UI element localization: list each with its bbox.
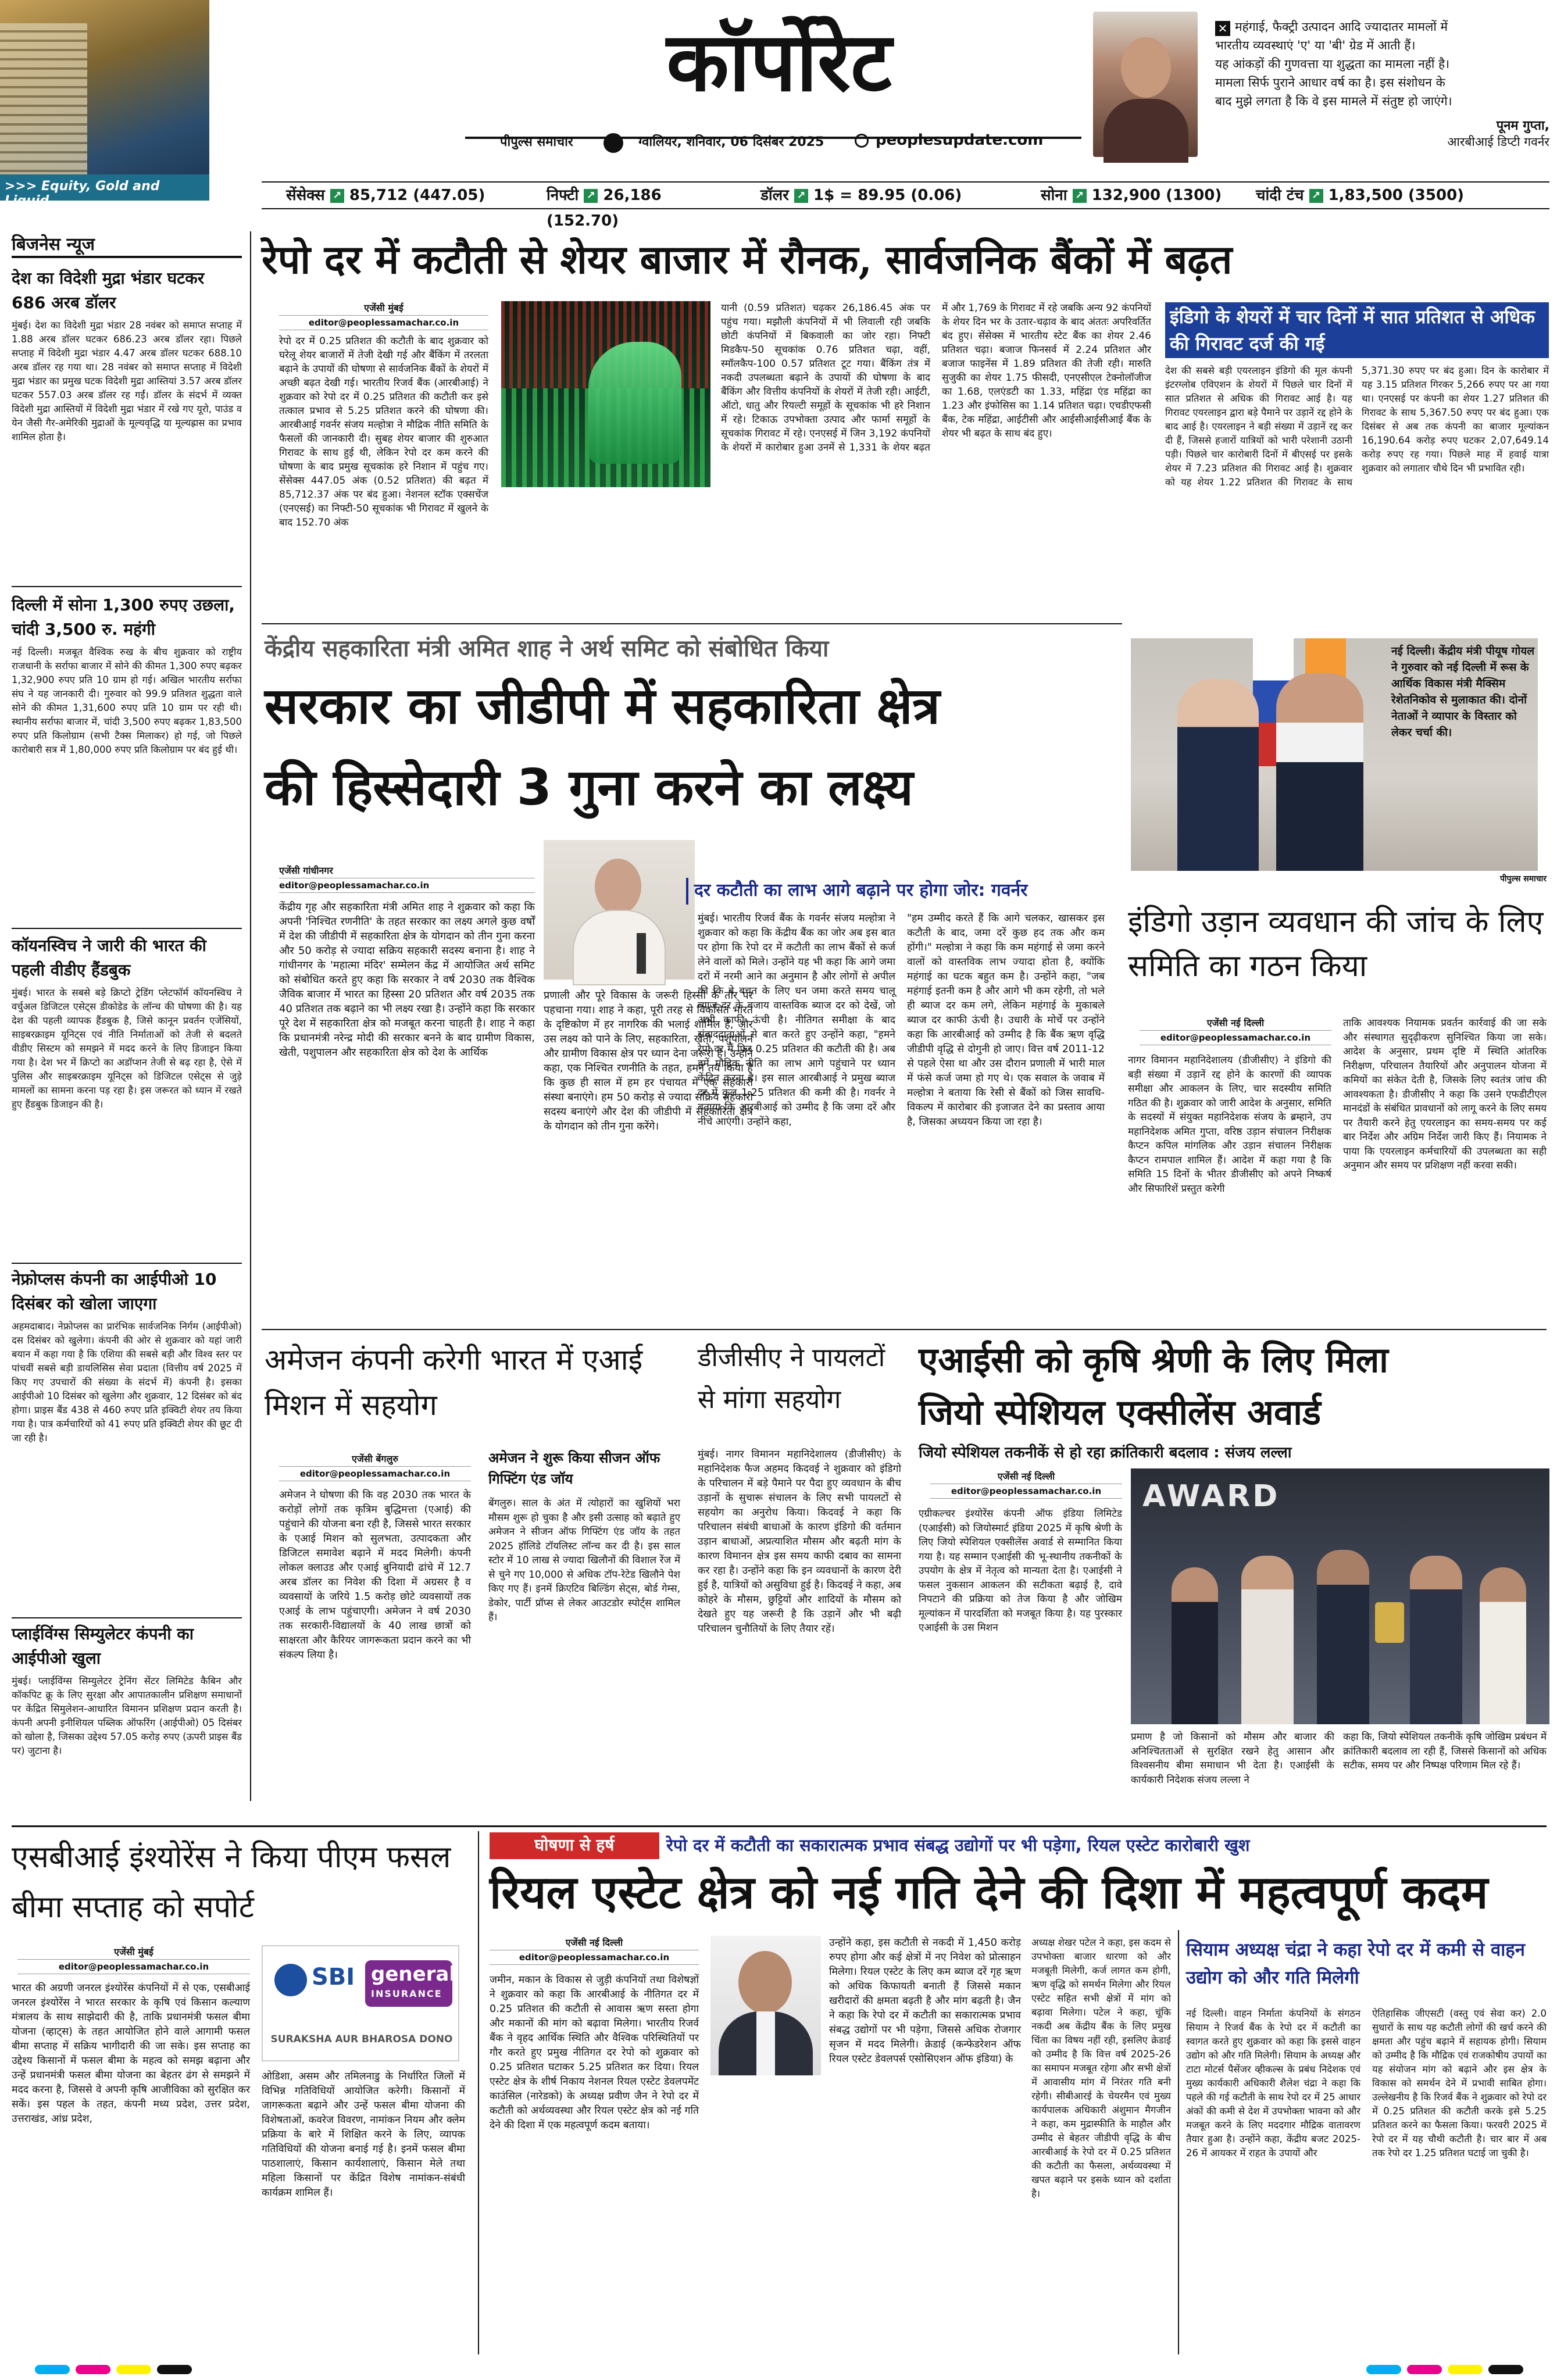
realestate-col2: उन्होंने कहा, इस कटौती से नकदी में 1,450 करोड़ रुपए होगा और कई क्षेत्रों में नए निवेश को प्रोत्साहन मिलेगा। रियल एस्टेट के लिए कम ब्याज दरें गृह ऋण को अधिक किफायती बनाती हैं जिससे मकान खरीदारों की क्षमता बढ़ती है और मांग बढ़ती है। जैन ने कहा कि रेपो दर में कटौती का सकारात्मक प्रभाव संबद्ध उद्योगों पर भी पड़ेगा, जिससे अधिक रोजगार सृजन में मदद मिलेगी। क्रेडाई (कन्फेडरेशन ऑफ रियल एस्टेट डेवलपर्स एसोसिएशन ऑफ इंडिया) के bbox=[829, 1937, 1021, 2065]
person-4 bbox=[1410, 1556, 1462, 1724]
masthead-title: कॉर्पोरेट bbox=[666, 15, 892, 110]
aic-col2: प्रमाण है जो किसानों को मौसम और बाजार की अनिश्चितताओं से सुरक्षित रखने हेतु आसान और विश्वसनीय बीमा समाधान भी देता है। एआईसी के कार्यकारी निदेशक संजय लल्ला ने bbox=[1131, 1731, 1334, 1786]
ticker-nifty-value: 26,186 (152.70) bbox=[547, 187, 662, 230]
realestate-kicker: रेपो दर में कटौती का सकारात्मक प्रभाव संबद्ध उद्योगों पर भी पड़ेगा, रियल एस्टेट कारोबारी खुश bbox=[666, 1835, 1250, 1855]
sidebar-story-body: नई दिल्ली। मजबूत वैश्विक रुख के बीच शुक्रवार को राष्ट्रीय राजधानी के सर्राफा बाजार में सोने की कीमत 1,300 रुपए बढ़कर 1,32,900 रुपए प्रति 10 ग्राम हो गई। अखिल भारतीय सर्राफा संघ ने यह जानकारी दी। गुरुवार को 99.9 प्रतिशत शुद्धता वाले सोने की कीमत 1,31,600 रुपए प्रति 10 ग्राम पर रही थी। स्थानीय सर्राफा बाजार में, चांदी 3,500 रुपए बढ़कर 1,83,500 रुपए प्रति किलोग्राम (सभी टैक्स मिलाकर) हो गई, जो पिछले कारोबारी सत्र में 1,80,000 रुपए प्रति किलोग्राम पर बंद हुई थी। bbox=[12, 646, 242, 755]
award-trophy bbox=[1375, 1602, 1404, 1643]
bull-figure bbox=[588, 342, 681, 464]
realestate-agency: एजेंसी नई दिल्ली bbox=[565, 1937, 623, 1948]
up-arrow-icon: ↗ bbox=[1073, 189, 1087, 203]
divider bbox=[12, 586, 242, 587]
person-2 bbox=[1241, 1556, 1294, 1724]
bse-building-shape bbox=[0, 23, 87, 198]
rate-benefit-col1: मुंबई। भारतीय रिजर्व बैंक के गवर्नर संजय मल्होत्रा ने शुक्रवार को कहा कि केंद्रीय बैंक का जोर अब इस बात पर होगा कि रेपो दर में कटौती का लाभ बैंकों से कर्ज लेने वालों को मिले। उन्होंने यह भी कहा कि आगे जमा दरों में नरमी आने का अनुमान है और लोगों से अपील की कि वे बचत के लिए धन जमा करते समय चालू ब्याज दर के बजाय वास्तविक ब्याज दर को देखें, जो अभी काफी ऊंची है। नीतिगत समीक्षा के बाद संवाददाताओं से बात करते हुए उन्होंने कहा, "हमने रेपो दर में फिर 0.25 प्रतिशत की कटौती की है। अब हमें मौद्रिक नीति का लाभ आगे पहुंचाने पर ध्यान केंद्रित करना है। इस साल आरबीआई ने प्रमुख ब्याज दर में कुल 1.25 प्रतिशत की कमी की है। गवर्नर ने बताया कि आरबीआई को उम्मीद है कि जमा दरें और नीचे आएंगी। उन्होंने कहा, bbox=[698, 913, 895, 1128]
quote-line-3: यह आंकड़ों की गुणवत्ता या शुद्धता का मामला नहीं है। bbox=[1215, 57, 1450, 71]
ticker-dollar-label: डॉलर bbox=[760, 187, 789, 204]
portrait-body bbox=[1104, 99, 1188, 163]
indigo-fall-box bbox=[1165, 302, 1549, 593]
realestate-email: editor@peoplessamachar.co.in bbox=[490, 1950, 699, 1965]
lead-email: editor@peoplessamachar.co.in bbox=[279, 315, 488, 330]
sbi-logo-tagline: SURAKSHA AUR BHAROSA DONO bbox=[270, 2034, 453, 2045]
up-arrow-icon: ↗ bbox=[1309, 189, 1323, 203]
amazon-body: अमेजन ने घोषणा की कि वह 2030 तक भारत के करोड़ों लोगों तक कृत्रिम बुद्धिमत्ता (एआई) की पहुंचाने की योजना बना रही है, जिससे भारत सरकार के एआई मिशन को सुलभता, उत्पादकता और डिजिटल समावेश बढ़ाने में मदद मिलेगी। कंपनी लोकल क्लाउड और एआई बुनियादी ढांचे में 12.7 अरब डॉलर का निवेश की दिशा में अग्रसर है व व्यवसायों के जरिये 1.5 करोड़ छोटे व्यवसायों तक एआई के लाभ पहुंचाएगी। अमेजन ने वर्ष 2030 तक सरकारी-विद्यालयों के 40 लाख छात्रों को साक्षरता और कैरियर जागरूकता प्रदान करने का भी संकल्प लिया है। bbox=[279, 1489, 471, 1661]
indigo-fall-headline: इंडिगो के शेयरों में चार दिनों में सात प्रतिशत से अधिक की गिरावट दर्ज की गई bbox=[1165, 302, 1549, 358]
sbi-logo bbox=[262, 1945, 459, 2061]
divider bbox=[12, 1825, 1547, 1827]
indigo-probe-headline: इंडिगो उड़ान व्यवधान की जांच के लिए समिति का गठन किया bbox=[1128, 905, 1544, 984]
ticker-dollar bbox=[760, 183, 1022, 208]
divider bbox=[12, 1263, 242, 1264]
sidebar-story-headline: नेफ्रोप्लस कंपनी का आईपीओ 10 दिसंबर को खोला जाएगा bbox=[12, 1270, 217, 1313]
quote-line-4: मामला सिर्फ पुराने आधार वर्ष का है। इस संशोधन के bbox=[1215, 76, 1445, 90]
divider bbox=[12, 928, 242, 929]
ticker-gold bbox=[1041, 183, 1238, 208]
amazon-agency: एजेंसी बेंगलुरु bbox=[352, 1453, 398, 1464]
aic-col3: कहा कि, जियो स्पेशियल तकनीकें कृषि जोखिम प्रबंधन में क्रांतिकारी बदलाव ला रही हैं, जिससे किसानों को अधिक सटीक, समय पर और निष्पक्ष परिणाम मिल रहे हैं। bbox=[1343, 1731, 1547, 1771]
realestate-headline: रियल एस्टेट क्षेत्र को नई गति देने की दिशा में महत्वपूर्ण कदम bbox=[490, 1867, 1488, 1919]
dgca-headline: डीजीसीए ने पायलटों से मांगा सहयोग bbox=[698, 1343, 885, 1414]
amazon-email: editor@peoplessamachar.co.in bbox=[279, 1466, 471, 1481]
sbi-col1: भारत की अग्रणी जनरल इंश्योरेंस कंपनियों में से एक, एसबीआई जनरल इंश्योरेंस ने भारत सरकार के कृषि एवं किसान कल्याण मंत्रालय के साथ साझेदारी की है, ताकि प्रधानमंत्री फसल बीमा योजना (व्हाट्स) के तहत आयोजित होने वाले आगामी फसल बीमा सप्ताह में सक्रिय भागीदारी की जा सके। इस सप्ताह का उद्देश्य किसानों में फसल बीमा के महत्व को समझ बढ़ाना और उन्हें प्रधानमंत्री फसल बीमा योजना का बेहतर ढंग से समझने में मदद करना है, जिससे वे अपनी कृषि आजीविका को सुरक्षित कर सकें। इस पहल के तहत, कंपनी मध्य प्रदेश, उत्तर प्रदेश, उत्तराखंड, आंध्र प्रदेश, bbox=[12, 1982, 250, 2125]
ticker-sensex bbox=[286, 183, 507, 208]
speaker-body bbox=[573, 910, 666, 985]
sbi-agency: एजेंसी मुंबई bbox=[114, 1946, 153, 1957]
ticker-gold-value: 132,900 (1300) bbox=[1091, 187, 1222, 204]
market-chart-photo bbox=[501, 301, 710, 487]
aic-agency: एजेंसी नई दिल्ली bbox=[997, 1471, 1055, 1482]
minister-left bbox=[1177, 679, 1259, 871]
sbi-email: editor@peoplessamachar.co.in bbox=[17, 1959, 250, 1974]
realestate-col3: अध्यक्ष शेखर पटेल ने कहा, इस कदम से उपभोक्ता बाजार धारणा को और मजबूती मिलेगी, कर्ज लागत कम होगी, ऋण वृद्धि को समर्थन मिलेगा और रियल एस्टेट सहित सभी क्षेत्रों में मांग को बढ़ावा मिलेगा। पटेल ने कहा, चूंकि नकदी अब केंद्रीय बैंक के लिए प्रमुख चिंता का विषय नहीं रही, इसलिए क्रेडाई को उम्मीद है कि वित्त वर्ष 2025-26 का समापन मजबूत रहेगा और सभी क्षेत्रों में आवासीय मांग में निरंतर गति बनी रहेगी। सीबीआरई के चेयरमैन एवं मुख्य कार्यपालक अधिकारी अंशुमान मैगजीन ने कहा, कम मुद्रास्फीति के माहौल और उम्मीद से बेहतर जीडीपी वृद्धि के बीच आरबीआई के रेपो दर में 0.25 प्रतिशत की कटौती का फैसला, अर्थव्यवस्था में खपत बढ़ाने पर इसके ध्यान को दर्शाता है। bbox=[1031, 1937, 1171, 2199]
indigo-probe-agency: एजेंसी नई दिल्ली bbox=[1206, 1017, 1265, 1028]
sidebar-story-body: अहमदाबाद। नेफ्रोप्लस का प्रारंभिक सार्वजनिक निर्गम (आईपीओ) दस दिसंबर को खुलेगा। कंपनी की ओर से शुक्रवार को यहां जारी बयान में कहा गया है कि एशिया की सबसे बड़ी और विश्व स्तर पर पांचवीं सबसे बड़ी डायलिसिस सेवा प्रदाता (वित्तीय वर्ष 2025 में किए गए उपचारों की संख्या के संदर्भ में) कंपनी है। इसका आईपीओ 10 दिसंबर को खुलेगा और शुक्रवार, 12 दिसंबर को बंद होगा। प्राइस बैंड 438 से 460 रुपए प्रति इक्विटी शेयर तय किया गया है। पात्र कर्मचारियों को 41 रुपए प्रति इक्विटी शेयर की छूट दी जा रही है। bbox=[12, 1321, 242, 1443]
reg-mark-cyan bbox=[35, 2365, 70, 2374]
coop-email: editor@peoplessamachar.co.in bbox=[279, 878, 535, 893]
sidebar-story-headline: दिल्ली में सोना 1,300 रुपए उछला, चांदी 3,500 रु. महंगी bbox=[12, 595, 235, 639]
portrait-head bbox=[738, 1951, 792, 2014]
dgca-body: मुंबई। नागर विमानन महानिदेशालय (डीजीसीए) के महानिदेशक फैज अहमद किदवई ने शुक्रवार को इंडिगो के परिचालन में बड़े पैमाने पर पैदा हुए व्यवधान के बीच उड़ानों के सुचारू संचालन के लिए सभी पायलटों से सहयोग का अनुरोध किया। किदवई ने कहा कि परिचालन संबंधी बाधाओं के कारण इंडिगो की वर्तमान उड़ान बाधाओं, अप्रत्याशित मौसम और बढ़ती मांग के कारण विमानन क्षेत्र इस समय काफी दबाव का सामना कर रहा है। उन्होंने कहा कि इन व्यवधानों के कारण देरी हुई है, यात्रियों को असुविधा हुई है। किदवई ने कहा, अब कोहरे के मौसम, छुट्टियों और शादियों के मौसम को देखते हुए यह जरूरी है कि उड़ानें और भी बढ़ी परिचालन चुनौतियों के लिए तैयार रहें। bbox=[698, 1449, 901, 1635]
lead-headline: रेपो दर में कटौती से शेयर बाजार में रौनक, सार्वजनिक बैंकों में बढ़त bbox=[262, 237, 1233, 283]
quote-line-1: महंगाई, फैक्ट्री उत्पादन आदि ज्यादातर मामलों में bbox=[1235, 20, 1448, 34]
masthead-publisher: पीपुल्स समाचार bbox=[500, 135, 573, 149]
lead-col2: यानी (0.59 प्रतिशत) चढ़कर 26,186.45 अंक पर पहुंच गया। मझौली कंपनियों में भी लिवाली रही जबकि छोटी कंपनियों में बिकवाली का जोर रहा। निफ्टी मिडकैप-50 सूचकांक 0.76 प्रतिशत चढ़ा, वहीं, स्मॉलकैप-100 0.57 प्रतिशत टूट गया। बैंकिंग तंत्र में नकदी उपलब्धता बढ़ाने के उपायों की घोषणा के बाद बैंकिंग और वित्तीय कंपनियों के शेयरों में तेजी रही। आईटी, ऑटो, धातु और रियल्टी समूहों के सूचकांक भी हरे निशान में रहे। टिकाऊ उपभोक्ता उत्पाद और फार्मा समूहों के सूचकांक गिरावट में रहे। एनएसई में जिन 3,192 कंपनियों के शेयरों में कारोबार हुआ उनमें से 1,331 के शेयर बढ़त में और 1,769 के गिरावट में रहे जबकि अन्य 92 कंपनियों के शेयर दिन भर के उतार-चढ़ाव के बाद अंततः अपरिवर्तित बंद हुए। सेंसेक्स में भारतीय स्टेट बैंक का शेयर 2.46 प्रतिशत चढ़ा। बजाज फिनसर्व में 2.24 प्रतिशत और बजाज फाइनेंस में 1.89 प्रतिशत की तेजी रही। मारुति सुजुकी का शेयर 1.75 फीसदी, एनएसीएल टेक्नोलॉजीज का 1.68, एलएंडटी का 1.33, महिंद्रा एंड महिंद्रा का 1.23 और इंफोसिस का 1.14 प्रतिशत चढ़ा। एचडीएफसी बैंक, टेक महिंद्रा, आईटीसी और आईसीआईसीआई बैंक के शेयर भी बढ़त के साथ बंद हुए। bbox=[721, 302, 1151, 453]
coop-col2: प्रणाली और पूरे विकास के जरूरी हिस्सों के तौर पर पहचाना गया। शाह ने कहा, पूरी तरह से विकसित भारत के दृष्टिकोण में हर नागरिक की भलाई शामिल है, और उस लक्ष्य को पाने के लिए, सहकारिता, खेती, पशुपालन और ग्रामीण विकास क्षेत्र पर ध्यान देना जरूरी है। उन्होंने कहा, एक निश्चित रणनीति के तहत, हमने तय किया है कि कुछ ही साल में हम हर पंचायत में एक सहकारी संस्था बनाएंगे। हम 50 करोड़ से ज्यादा सक्रिय सहकारी सदस्य बनाएंगे और देश की जीडीपी में सहकारिता क्षेत्र के योगदान को तीन गुना करेंगे। bbox=[544, 989, 753, 1132]
quote-line-5: बाद मुझे लगता है कि वे इस मामले में संतुष्ट हो जाएंगे। bbox=[1215, 94, 1452, 108]
divider bbox=[262, 1329, 1547, 1330]
registration-marks bbox=[35, 2365, 1523, 2375]
sbi-column-rule bbox=[478, 1831, 479, 2354]
quote-author-title: आरबीआई डिप्टी गवर्नर bbox=[1447, 135, 1549, 149]
ticker-dollar-value: 1$ = 89.95 (0.06) bbox=[813, 187, 962, 204]
lead-agency: एजेंसी मुंबई bbox=[364, 302, 403, 313]
ticker-sensex-value: 85,712 (447.05) bbox=[349, 187, 485, 204]
amazon-headline: अमेजन कंपनी करेगी भारत में एआई मिशन में सहयोग bbox=[265, 1343, 643, 1422]
ticker-bar bbox=[262, 181, 1549, 230]
quote-portrait bbox=[1093, 12, 1198, 157]
coop-agency: एजेंसी गांधीनगर bbox=[279, 865, 333, 876]
portrait-head bbox=[1121, 37, 1171, 98]
goyal-caption-text: नई दिल्ली। केंद्रीय मंत्री पीयूष गोयल ने गुरुवार को नई दिल्ली में रूस के आर्थिक विकास मंत्री मैक्सिम रेशेतनिकोव से मुलाकात की। दोनों नेताओं ने व्यापार के विस्तार को लेकर चर्चा की। bbox=[1391, 645, 1535, 739]
rate-benefit-col2: "हम उम्मीद करते हैं कि आगे चलकर, खासकर इस कटौती के बाद, जमा दरें कुछ हद तक और कम होंगी।" मल्होत्रा ने कहा कि कम महंगाई से जमा करने वालों को वास्तविक लाभ ज्यादा होता है, क्योंकि महंगाई का घटक बहुत कम है। उन्होंने कहा, "जब महंगाई इतनी कम है और आगे भी कम रहेगी, तो भले ही ब्याज दर कम लगे, लेकिन महंगाई के मुकाबले ब्याज दर काफी ऊंची है। उधारी के मोर्चे पर उन्होंने कहा कि आरबीआई को उम्मीद है कि बैंक ऋण वृद्धि जीडीपी वृद्धि से दोगुनी हो जाए। वित्त वर्ष 2011-12 से पहले ऐसा था और उस दौरान प्रणाली में भारी माल में फंसे कर्ज जमा हो गए थे। एक सवाल के जवाब में मल्होत्रा ने बताया कि रेसी से बैंकों को जिस सावधि-विकल्प में कारोबार की इजाजत देने का प्रस्ताव आया है, जिसका अध्ययन किया जा रहा है। bbox=[907, 913, 1105, 1128]
person-3 bbox=[1317, 1550, 1369, 1724]
indigo-probe-col2: ताकि आवश्यक नियामक प्रवर्तन कार्रवाई की जा सके और संस्थागत सुदृढ़ीकरण सुनिश्चित किया जा सके। आदेश के अनुसार, प्रथम दृष्टि में स्थिति आंतरिक निरीक्षण, परिचालन तैयारियों और अनुपालन योजना में कमियों का संकेत देती है, जिसके लिए स्वतंत्र जांच की आवश्यकता है। डीजीसीए ने कहा कि उसने एफडीटीएल मानदंडों के संबंधित प्रावधानों को लागू करने के लिए समय पर तैयारी करने हेतु एयरलाइन का समय-समय पर कई बार निर्देश और अग्रिम निर्देश जारी किए हैं। नियामक ने पाया कि एयरलाइन कर्मचारियों की उपलब्धता का सही अनुमान और समय पर प्रशिक्षण नहीं करवा सकी। bbox=[1343, 1017, 1547, 1171]
ticker-nifty-label: निफ्टी bbox=[547, 187, 579, 204]
ticker-silver-value: 1,83,500 (3500) bbox=[1328, 187, 1465, 204]
banner-caption: >>> Equity, Gold and Liquid bbox=[5, 179, 160, 208]
realestate-col1: जमीन, मकान के विकास से जुड़ी कंपनियों तथा विशेषज्ञों ने शुक्रवार को कहा कि आरबीआई के नीतिगत दर में 0.25 प्रतिशत की कटौती से आवास ऋण सस्ता होगा और मकानों की मांग को बढ़ावा मिलेगा। भारतीय रिजर्व बैंक ने वृहद आर्थिक स्थिति और वैश्विक परिस्थितियों पर गौर करते हुए प्रमुख नीतिगत दर रेपो को शुक्रवार को 0.25 प्रतिशत घटाकर 5.25 प्रतिशत कर दिया। रियल एस्टेट क्षेत्र के शीर्ष निकाय नेशनल रियल एस्टेट डेवलपमेंट काउंसिल (नारेडको) के अध्यक्ष प्रवीण जैन ने रेपो दर में कटौती को अर्थव्यवस्था और रियल एस्टेट क्षेत्र को नई गति देने की दिशा में एक महत्वपूर्ण कदम बताया। bbox=[490, 1974, 699, 2131]
siam-col1: नई दिल्ली। वाहन निर्माता कंपनियों के संगठन सियाम ने रिजर्व बैंक के रेपो दर में कटौती का स्वागत करते हुए शुक्रवार को कहा कि इससे वाहन उद्योग को और गति मिलेगी। सियाम के अध्यक्ष और टाटा मोटर्स पैसेंजर व्हीकल्स के प्रबंध निदेशक एवं मुख्य कार्यकारी अधिकारी शैलेश चंद्रा ने कहा कि पहले की गई कटौती के साथ रेपो दर में 25 आधार अंकों की कमी से देश में उपभोक्ता भावना को और मजबूत करने के लिए मददगार मौद्रिक वातावरण तैयार हुआ है। उन्होंने कहा, केंद्रीय बजट 2025-26 में आयकर में राहत के उपायों और bbox=[1186, 2008, 1360, 2159]
aic-headline-1: एआईसी को कृषि श्रेणी के लिए मिला bbox=[919, 1340, 1388, 1381]
realestate-tag: घोषणा से हर्ष bbox=[490, 1832, 659, 1859]
amit-shah-photo bbox=[544, 840, 695, 980]
aic-award-photo bbox=[1131, 1468, 1549, 1724]
masthead-banner-photo bbox=[0, 0, 209, 208]
podium-mic bbox=[637, 933, 646, 974]
reg-mark-yellow bbox=[116, 2365, 151, 2374]
sidebar-story-body: मुंबई। देश का विदेशी मुद्रा भंडार 28 नवंबर को समाप्त सप्ताह में 1.88 अरब डॉलर घटकर 686.23 अरब डॉलर रहा। पिछले सप्ताह में विदेशी मुद्रा भंडार 4.47 अरब डॉलर घटकर 688.10 अरब डॉलर रह गया था। 28 नवंबर को समाप्त सप्ताह में विदेशी मुद्रा भंडार का प्रमुख घटक विदेशी मुद्रा आस्तियां 3.57 अरब डॉलर घटकर 557.03 अरब डॉलर रह गईं। डॉलर के संदर्भ में व्यक्त विदेशी मुद्रा आस्तियों में विदेशी मुद्रा भंडार में रखे गए यूरो, पाउंड व येन जैसी गैर-अमेरिकी मुद्राओं के मूल्यवृद्धि या मूल्यह्रास का प्रभाव शामिल होता है। bbox=[12, 320, 242, 442]
aic-email: editor@peoplessamachar.co.in bbox=[930, 1484, 1122, 1499]
quote-author: पूनम गुप्ता, bbox=[1496, 119, 1549, 133]
realestate-portrait bbox=[710, 1936, 821, 2075]
sidebar-story-headline: प्लाईविंग्स सिम्युलेटर कंपनी का आईपीओ खुला bbox=[12, 1624, 194, 1668]
person-5 bbox=[1480, 1567, 1526, 1724]
sbi-col2: ओडिशा, असम और तमिलनाडु के निर्धारित जिलों में विभिन्न गतिविधियों आयोजित करेगी। किसानों में जागरूकता बढ़ाने और उन्हें फसल बीमा योजना की विशेषताओं, कवरेज विवरण, नामांकन नियम और क्लेम प्रक्रिया के बारे में शिक्षित करने के लिए, व्यापक गतिविधियों की योजना बनाई गई है। इनमें फसल बीमा पाठशालाएं, किसान कार्यशालाएं, किसान मेले तथा महिला किसानों पर केंद्रित विशेष नामांकन-संबंधी कार्यक्रम शामिल हैं। bbox=[262, 2071, 465, 2199]
sbi-logo-sub: INSURANCE bbox=[371, 1988, 442, 1999]
up-arrow-icon: ↗ bbox=[794, 189, 808, 203]
sbi-logo-word: general bbox=[371, 1963, 456, 1986]
sidebar-section-label: बिजनेस न्यूज bbox=[12, 231, 242, 258]
ticker-silver bbox=[1256, 183, 1535, 208]
reg-mark-cyan bbox=[1366, 2365, 1401, 2374]
aic-headline-2: जियो स्पेशियल एक्सीलेंस अवार्ड bbox=[919, 1392, 1322, 1433]
goyal-caption bbox=[1387, 638, 1538, 871]
ticker-silver-label: चांदी टंच bbox=[1256, 187, 1304, 204]
reg-mark-magenta bbox=[1407, 2365, 1442, 2374]
divider bbox=[12, 1617, 242, 1618]
indigo-probe-email: editor@peoplessamachar.co.in bbox=[1140, 1030, 1331, 1045]
indigo-probe-col1: नागर विमानन महानिदेशालय (डीजीसीए) ने इंडिगो की बड़ी संख्या में उड़ानें रद्द होने के कारणों की व्यापक समीक्षा और आकलन के लिए, चार सदस्यीय समिति गठित की है। शुक्रवार को जारी आदेश के अनुसार, समिति के सदस्यों में संयुक्त महानिदेशक संजय के ब्रम्हाने, उप महानिदेशक अमित गुप्ता, वरिष्ठ उड़ान संचालन निरीक्षक कैप्टन कपिल मांगलिक और उड़ान संचालन निरीक्षक कैप्टन रामपाल शामिल हैं। आदेश में कहा गया है कि समिति 15 दिनों के भीतर डीजीसीए को अपने निष्कर्ष और सिफारिशें प्रस्तुत करेगी bbox=[1128, 1055, 1331, 1195]
amazon-sub-headline: अमेजन ने शुरू किया सीजन ऑफ गिफ्टिंग एंड जॉय bbox=[488, 1450, 660, 1487]
indigo-fall-body: देश की सबसे बड़ी एयरलाइन इंडिगो की मूल कंपनी इंटरग्लोब एविएशन के शेयरों में पिछले चार दिनों में सात प्रतिशत से अधिक की गिरावट आई है। यह गिरावट एयरलाइन द्वारा बड़े पैमाने पर उड़ानें रद्द होने के बाद आई है। एयरलाइन ने बड़ी संख्या में उड़ानें रद्द कर दी हैं, जिससे हजारों यात्रियों को भारी परेशानी उठानी पड़ी। पिछले चार कारोबारी दिनों में बीएसई पर इसके शेयर में 7.23 प्रतिशत की गिरावट आई है। शुक्रवार को यह शेयर 1.22 प्रतिशत की गिरावट के साथ 5,371.30 रुपए पर बंद हुआ। दिन के कारोबार में यह 3.15 प्रतिशत गिरकर 5,266 रुपए पर आ गया था। एनएसई पर कंपनी का शेयर 1.27 प्रतिशत की गिरावट के साथ 5,367.50 रुपए पर बंद हुआ। एक दिसंबर से अब तक कंपनी का बाजार मूल्यांकन 16,190.64 करोड़ रुपए घटकर 2,07,649.14 करोड़ रुपए रह गया। पिछले माह में हवाई यात्रा शुक्रवार को लगातार चौथे दिन भी प्रभावित रही। bbox=[1165, 365, 1549, 488]
minister-right bbox=[1276, 673, 1363, 871]
up-arrow-icon: ↗ bbox=[330, 189, 344, 203]
person-1 bbox=[1172, 1567, 1218, 1724]
aic-photo-label: AWARD bbox=[1142, 1479, 1280, 1514]
rate-benefit-headline: दर कटौती का लाभ आगे बढ़ाने पर होगा जोर: गवर्नर bbox=[686, 878, 1105, 905]
masthead-dot bbox=[603, 133, 623, 153]
sidebar-story-headline: देश का विदेशी मुद्रा भंडार घटकर 686 अरब डॉलर bbox=[12, 269, 205, 312]
ticker-sensex-label: सेंसेक्स bbox=[286, 187, 325, 204]
coop-col1: केंद्रीय गृह और सहकारिता मंत्री अमित शाह ने शुक्रवार को कहा कि अपनी 'निश्चित रणनीति' के तहत सरकार का लक्ष्य अगले कुछ वर्षों में देश की जीडीपी में सहकारिता क्षेत्र के योगदान को तीन गुना करना और 50 करोड़ से ज्यादा सक्रिय सहकारी सदस्य बनाना है। शाह ने गांधीनगर के 'महात्मा मंदिर' सम्मेलन केंद्र में आयोजित अर्थ समिट को संबोधित करते हुए कहा कि सरकार ने वर्ष 2030 तक वैश्विक जैविक बाजार में भारत का हिस्सा 20 प्रतिशत और वर्ष 2035 तक 40 प्रतिशत तक बढ़ाने का भी लक्ष्य रखा है। उन्होंने कहा कि सरकार पूरे देश में सहकारिता क्षेत्र को मजबूत करना चाहती है। शाह ने कहा कि प्रधानमंत्री नरेन्द्र मोदी की सरकार बनने के बाद ग्रामीण विकास, खेती, पशुपालन और सहकारिता क्षेत्र को देश के आर्थिक bbox=[279, 901, 535, 1059]
amazon-sub-body: बेंगलुरु। साल के अंत में त्योहारों का खुशियों भरा मौसम शुरू हो चुका है और इसी उत्साह को बढ़ाते हुए अमेजन ने सीजन ऑफ गिफ्टिंग एंड जॉय के तहत 2025 हॉलिडे टॉयलिस्ट लॉन्च कर दी है। इस साल स्टोर में 10 लाख से ज्यादा खिलौनों की विशाल रेंज में से चुने गए 10,000 से अधिक टॉप-रेटेड खिलौने पेश किए गए हैं। इनमें क्रिएटिव बिल्डिंग सेट्स, बोर्ड गेम्स, डेकोर, पार्टी प्रॉप्स से लेकर आउटडोर स्पोर्ट्स शामिल हैं। bbox=[488, 1498, 680, 1623]
siam-headline: सियाम अध्यक्ष चंद्रा ने कहा रेपो दर में कमी से वाहन उद्योग को और गति मिलेगी bbox=[1186, 1939, 1525, 1988]
up-arrow-icon: ↗ bbox=[584, 189, 598, 203]
goyal-photo bbox=[1131, 638, 1538, 871]
masthead-website[interactable]: peoplesupdate.com bbox=[876, 131, 1044, 149]
reg-mark-black bbox=[157, 2365, 192, 2374]
reg-mark-yellow bbox=[1448, 2365, 1483, 2374]
quote-x-icon: ✕ bbox=[1215, 21, 1230, 36]
lead-col1-top: रेपो दर में 0.25 प्रतिशत की कटौती के बाद शुक्रवार को घरेलू शेयर बाजारों में तेजी देखी गई और बैंकिंग में तरलता बढ़ाने के उपायों की घोषणा से सार्वजनिक बैंकों के शेयरों में अच्छी बढ़त देखी गई। भारतीय रिजर्व बैंक (आरबीआई) ने शुक्रवार को रेपो दर में 0.25 प्रतिशत की कटौती कर इसे तत्काल प्रभाव से 5.25 प्रतिशत करने की घोषणा की। आरबीआई गवर्नर संजय मल्होत्रा ने मौद्रिक नीति समिति के फैसलों की जानकारी दी। सुबह शेयर बाजार की शुरुआत गिरावट के साथ हुई थी, लेकिन रेपो दर कम करने की घोषणा के बाद प्रमुख सूचकांक हरे निशान में पहुंच गए। सेंसेक्स 447.05 अंक (0.52 प्रतिशत) की बढ़त में 85,712.37 अंक पर बंद हुआ। नेशनल स्टॉक एक्सचेंज (एनएसई) का निफ्टी-50 सूचकांक भी गिरावट में खुलने के बाद 152.70 अंक bbox=[279, 335, 488, 528]
sidebar-story-body: मुंबई। प्लाईविंग्स सिम्युलेटर ट्रेनिंग सेंटर लिमिटेड कैबिन और कॉकपिट क्रू के लिए सुरक्षा और आपातकालीन प्रशिक्षण समाधानों पर केंद्रित सिमुलेशन-आधारित विमानन प्रशिक्षण प्रदान करती है। कंपनी अपनी इनीशियल पब्लिक ऑफरिंग (आईपीओ) 05 दिसंबर को खोला है, जिसका उद्देश्य 57.05 करोड़ रुपए (ऊपरी प्राइस बैंड पर) जुटाना है। bbox=[12, 1675, 242, 1756]
reg-mark-magenta bbox=[76, 2365, 110, 2374]
sidebar-column-rule bbox=[250, 231, 251, 1801]
masthead-date: ग्वालियर, शनिवार, 06 दिसंबर 2025 bbox=[638, 135, 824, 149]
divider bbox=[262, 623, 1122, 624]
coop-kicker: केंद्रीय सहकारिता मंत्री अमित शाह ने अर्थ समिट को संबोधित किया bbox=[265, 635, 829, 662]
sbi-logo-brand: SBI bbox=[312, 1964, 355, 1991]
globe-icon bbox=[855, 134, 869, 148]
speaker-head bbox=[595, 859, 641, 914]
aic-kicker: जियो स्पेशियल तकनीकें से हो रहा क्रांतिकारी बदलाव : संजय लल्ला bbox=[919, 1444, 1292, 1461]
ticker-nifty bbox=[547, 183, 738, 230]
sbi-headline: एसबीआई इंश्योरेंस ने किया पीएम फसल बीमा सप्ताह को सपोर्ट bbox=[12, 1840, 451, 1925]
sidebar bbox=[12, 231, 242, 1813]
coop-headline-1: सरकार का जीडीपी में सहकारिता क्षेत्र bbox=[265, 677, 940, 735]
aic-col1: एग्रीकल्चर इंश्योरेंस कंपनी ऑफ इंडिया लिमिटेड (एआईसी) को जियोस्मार्ट इंडिया 2025 में कृषि श्रेणी के लिए जियो स्पेशियल एक्सीलेंस अवार्ड से सम्मानित किया गया है। यह सम्मान एआईसी की भू-स्थानीय तकनीकों के उपयोग के क्षेत्र में नेतृत्व को मान्यता देता है। एआईसी ने फसल नुकसान आकलन की सटीकता बढ़ाई है, दावे निपटाने की प्रक्रिया को तेज किया है और जोखिम मूल्यांकन में पारदर्शिता को मजबूत किया है। यह पुरस्कार एआईसी के उस मिशन bbox=[919, 1508, 1122, 1634]
divider bbox=[1178, 1930, 1179, 2354]
reg-mark-black bbox=[1488, 2365, 1523, 2374]
quote-box bbox=[1215, 17, 1549, 163]
sbi-logo-pill bbox=[365, 1960, 456, 2007]
quote-line-2: भारतीय व्यवस्थाएं 'ए' या 'बी' ग्रेड में आती हैं। bbox=[1215, 38, 1416, 52]
portrait-body bbox=[719, 2011, 813, 2075]
goyal-photo-credit: पीपुल्स समाचार bbox=[1499, 874, 1547, 884]
coop-headline-2: की हिस्सेदारी 3 गुना करने का लक्ष्य bbox=[265, 759, 913, 817]
sidebar-story-headline: कॉयनस्विच ने जारी की भारत की पहली वीडीए हैंडबुक bbox=[12, 936, 206, 980]
siam-col2: ऐतिहासिक जीएसटी (वस्तु एवं सेवा कर) 2.0 सुधारों के साथ यह कटौती लोगों की खर्च करने की क्षमता और पहुंच बढ़ाने में सहायक होगी। सियाम को उम्मीद है कि मौद्रिक एवं राजकोषीय उपायों का यह संयोजन मांग को बढ़ाने और इस क्षेत्र के विकास को समर्थन देने में प्रभावी साबित होगा। उल्लेखनीय है कि रिजर्व बैंक ने शुक्रवार को रेपो दर में 0.25 प्रतिशत की कटौती करके इसे 5.25 प्रतिशत करने का फैसला किया। फरवरी 2025 में रेपो दर में यह चौथी कटौती है। चार बार में अब तक रेपो दर 1.25 प्रतिशत घटाई जा चुकी है। bbox=[1372, 2008, 1547, 2159]
sidebar-story-body: मुंबई। भारत के सबसे बड़े क्रिप्टो ट्रेडिंग प्लेटफॉर्म कॉयनस्विच ने वर्चुअल डिजिटल एसेट्स डीकोडेड के लॉन्च की घोषणा की है। यह देश की पहली व्यापक हैंडबुक है, जिसे कानून प्रवर्तन एजेंसियों, साइबरक्राइम यूनिट्स एवं नीति निर्माताओं को तेजी से बदलते वीडीए सिस्टम को समझने में मदद करने के लिए डिजाइन किया गया है। देश भर में क्रिप्टो का अडॉप्शन तेजी से बढ़ रहा है, ऐसे में पुलिस और साइबरक्राइम यूनिट्स को डिजिटल एसेट्स से जुड़े मामलों का सामना करना पड़ रहा है। इस जरूरत को ध्यान में रखते हुए हैंडबुक डिजाइन की है। bbox=[12, 987, 242, 1110]
ticker-gold-label: सोना bbox=[1041, 187, 1067, 204]
sbi-logo-circle-icon bbox=[274, 1964, 307, 1996]
